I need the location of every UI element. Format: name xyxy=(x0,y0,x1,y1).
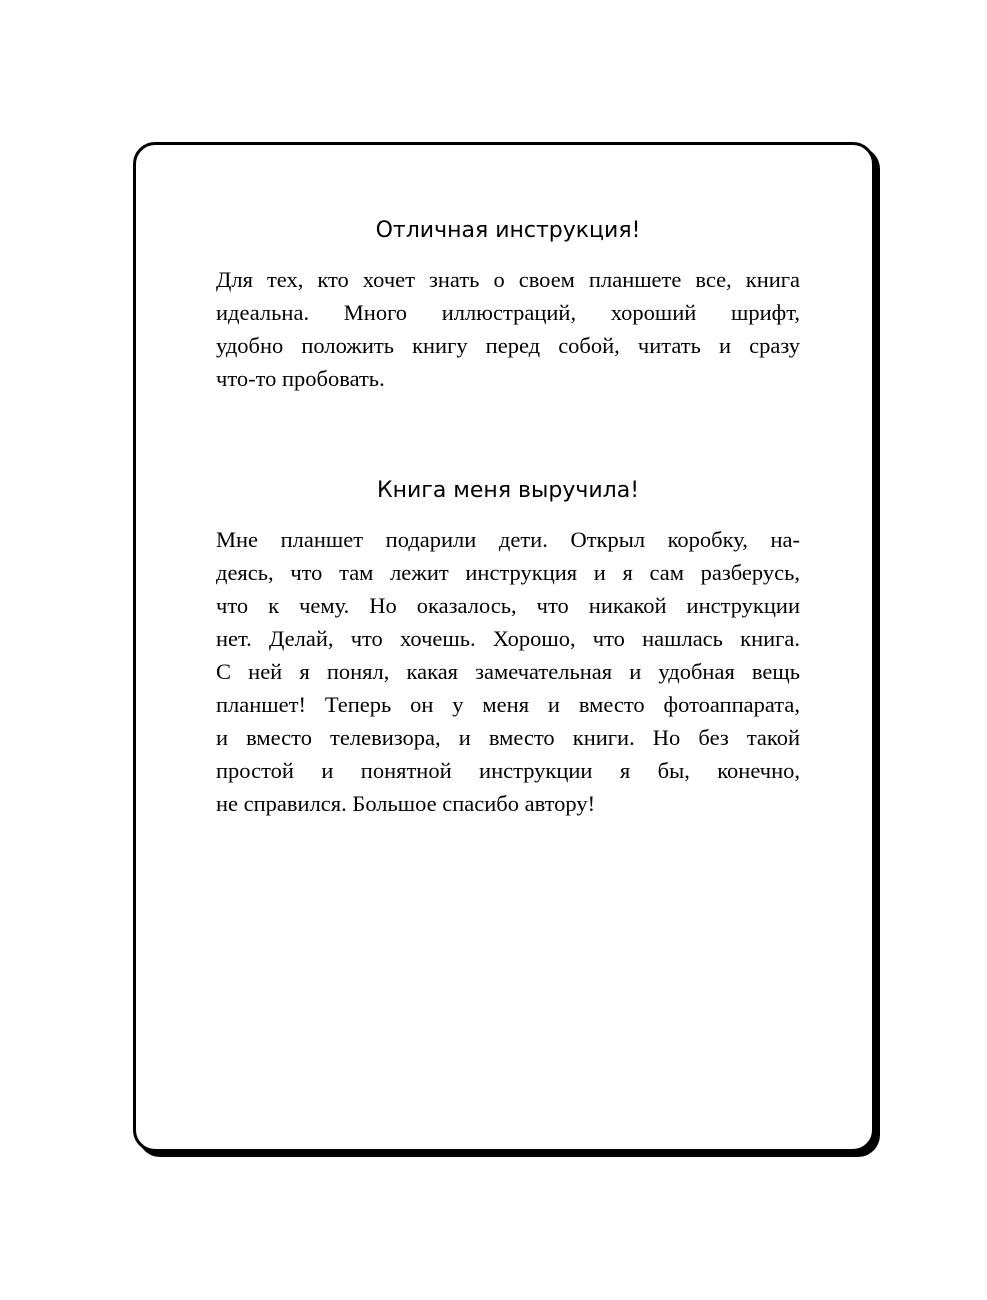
review-1-line-3: удобно положить книгу перед собой, читать и сразу xyxy=(216,333,800,358)
review-1-title: Отличная инструкция! xyxy=(375,218,641,243)
review-2-title: Книга меня выручила! xyxy=(376,478,640,503)
review-1-line-4: что-то пробовать. xyxy=(216,366,385,391)
review-2-line-6: планшет! Теперь он у меня и вместо фотоаппарата, xyxy=(216,692,800,717)
review-1 xyxy=(216,215,800,395)
review-2-line-4: нет. Делай, что хочешь. Хорошо, что нашлась книга. xyxy=(216,626,800,651)
review-2-line-5: С ней я понял, какая замечательная и удобная вещь xyxy=(216,659,800,684)
review-2-line-8: простой и понятной инструкции я бы, конечно, xyxy=(216,758,800,783)
review-2-body xyxy=(216,523,800,820)
review-1-body xyxy=(216,263,800,395)
review-2-line-3: что к чему. Но оказалось, что никакой инструкции xyxy=(216,593,800,618)
review-1-line-1: Для тех, кто хочет знать о своем планшете все, книга xyxy=(216,267,800,292)
review-2 xyxy=(216,475,800,820)
review-2-line-1: Мне планшет подарили дети. Открыл коробку, на- xyxy=(216,527,800,552)
review-2-line-2: деясь, что там лежит инструкция и я сам разберусь, xyxy=(216,560,800,585)
review-1-line-2: идеальна. Много иллюстраций, хороший шрифт, xyxy=(216,300,800,325)
review-2-line-9: не справился. Большое спасибо автору! xyxy=(216,791,596,816)
review-2-line-7: и вместо телевизора, и вместо книги. Но без такой xyxy=(216,725,800,750)
